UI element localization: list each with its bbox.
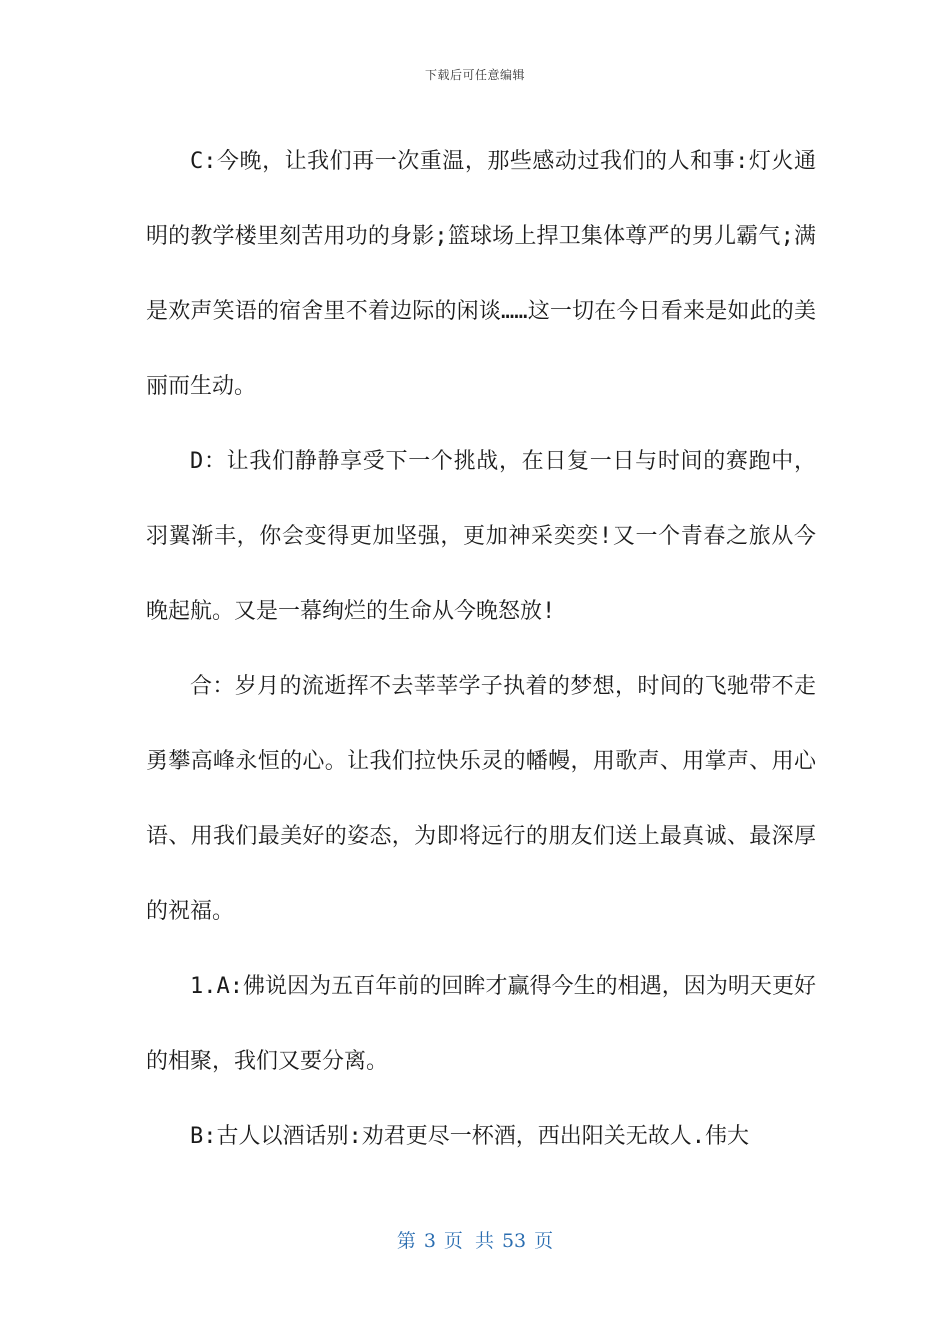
footer-middle: 页 共	[443, 1230, 494, 1252]
document-body	[146, 124, 816, 1174]
paragraph-1a: 1.A:佛说因为五百年前的回眸才赢得今生的相遇，因为明天更好的相聚，我们又要分离。	[146, 974, 816, 1074]
footer-prefix: 第	[396, 1230, 416, 1252]
paragraph-d: D：让我们静静享受下一个挑战，在日复一日与时间的赛跑中，羽翼渐丰，你会变得更加坚强，更加神采奕奕!又一个青春之旅从今晚起航。又是一幕绚烂的生命从今晚怒放!	[146, 449, 816, 624]
page-header: 下载后可任意编辑	[424, 68, 525, 82]
footer-suffix: 页	[534, 1230, 554, 1252]
paragraph-b: B:古人以酒话别:劝君更尽一杯酒，西出阳关无故人.伟大	[190, 1124, 749, 1149]
paragraph-c: C:今晚，让我们再一次重温，那些感动过我们的人和事:灯火通明的教学楼里刻苦用功的身影;篮球场上捍卫集体尊严的男儿霸气;满是欢声笑语的宿舍里不着边际的闲谈……这一切在今日看来是如此的美丽而生动。	[146, 149, 816, 399]
page-footer	[0, 1226, 950, 1253]
paragraph-he: 合：岁月的流逝挥不去莘莘学子执着的梦想，时间的飞驰带不走勇攀高峰永恒的心。让我们拉快乐灵的幡幔，用歌声、用掌声、用心语、用我们最美好的姿态，为即将远行的朋友们送上最真诚、最深厚的祝福。	[146, 674, 816, 924]
current-page-number: 3	[423, 1230, 436, 1252]
total-pages-number: 53	[501, 1230, 527, 1252]
